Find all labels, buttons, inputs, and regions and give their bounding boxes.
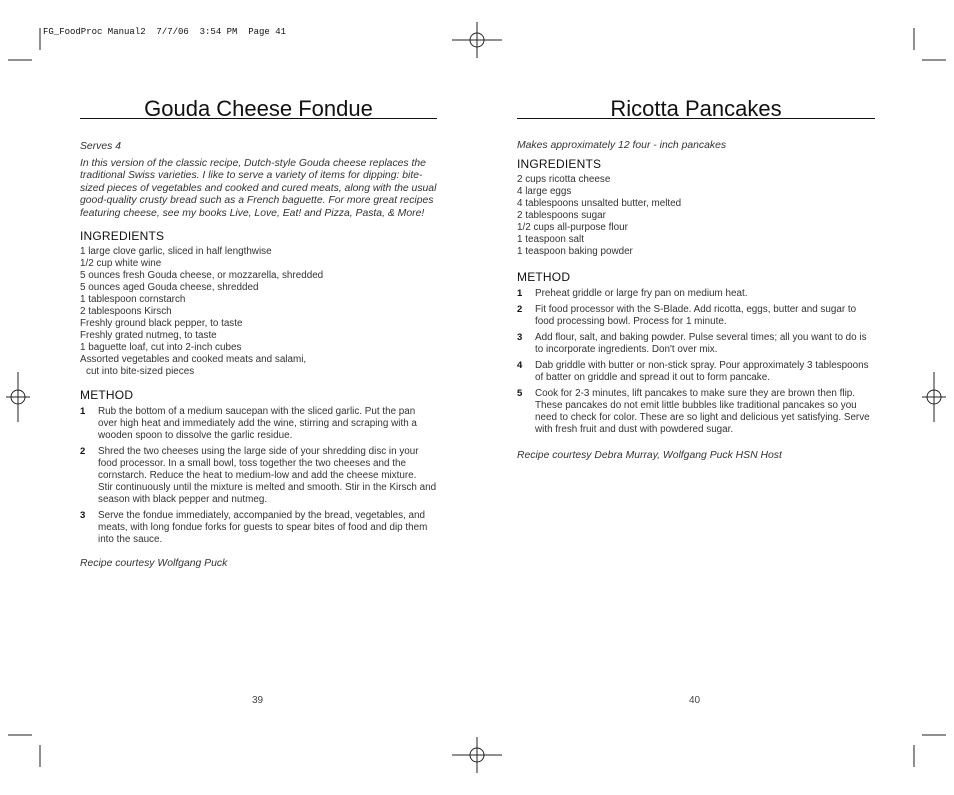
step-number: 1 [80,406,86,417]
method-step [517,332,875,356]
ingredients-heading: INGREDIENTS [80,229,165,243]
ingredient-item: Freshly ground black pepper, to taste [80,318,243,329]
serves-note: Serves 4 [80,141,122,152]
method-steps [517,288,875,436]
ingredient-item: 1 tablespoon cornstarch [80,294,186,305]
step-text: Rub the bottom of a medium saucepan with the sliced garlic. Put the pan over high heat and immediately add the wine, stirring and scraping with a wooden spoon to dissolve the garlic residue. [98,406,417,441]
recipe-credit: Recipe courtesy Debra Murray, Wolfgang Puck HSN Host [517,449,782,461]
step-text: Serve the fondue immediately, accompanied by the bread, vegetables, and meats, with long fondue forks for guests to spear bites of food and dip them into the sauce. [98,510,428,545]
recipe-title: Gouda Cheese Fondue [80,96,437,119]
ingredient-item: 5 ounces fresh Gouda cheese, or mozzarella, shredded [80,270,324,281]
method-step [517,304,875,328]
ingredient-item: 1 teaspoon salt [517,233,584,245]
ingredient-item: 1 large clove garlic, sliced in half lengthwise [80,246,272,257]
step-text: Dab griddle with butter or non-stick spray. Pour approximately 3 tablespoons of batter on griddle and spread it out to form pancake. [535,359,869,383]
method-step [517,388,875,436]
recipe-intro: In this version of the classic recipe, Dutch-style Gouda cheese replaces the traditional Swiss varieties. I like to serve a variety of items for dipping: bite-sized pieces of vegetables and cooked and cured meats, along with the usual good-quality crusty bread such as a French baguette. For more great recipes featuring cheese, see my books Live, Love, Eat! and Pizza, Pasta, & More! [80,157,437,219]
method-step [80,406,437,442]
ingredient-item: 2 tablespoons Kirsch [80,306,172,317]
ingredients-list [80,246,437,378]
step-number: 3 [80,510,86,521]
recipe-title: Ricotta Pancakes [517,96,875,119]
step-text: Fit food processor with the S-Blade. Add ricotta, eggs, butter and sugar to food processing bowl. Process for 1 minute. [535,303,857,327]
method-step [517,360,875,384]
yield-note: Makes approximately 12 four - inch pancakes [517,140,727,151]
step-number: 3 [517,331,523,343]
step-number: 2 [517,303,523,315]
method-step [80,510,437,546]
ingredient-item: Freshly grated nutmeg, to taste [80,330,217,341]
ingredient-item: 2 tablespoons sugar [517,209,606,221]
recipe-credit: Recipe courtesy Wolfgang Puck [80,558,228,569]
ingredient-item: 5 ounces aged Gouda cheese, shredded [80,282,259,293]
method-step [517,288,875,300]
ingredient-item: 4 tablespoons unsalted butter, melted [517,197,682,209]
step-text: Preheat griddle or large fry pan on medium heat. [535,287,748,299]
ingredient-item: cut into bite-sized pieces [86,366,195,377]
right-page [517,96,875,462]
ingredient-item: 1 teaspoon baking powder [517,245,633,257]
step-number: 1 [517,287,523,299]
ingredient-item: 1/2 cups all-purpose flour [517,221,628,233]
step-text: Shred the two cheeses using the large side of your shredding disc in your food processor. In a small bowl, toss together the two cheeses and the cornstarch. Reduce the heat to medium-low and add the cheese mixture. Stir continuously until the mixture is melted and smooth. Stir in the Kirsch and season with black pepper and nutmeg. [98,446,437,505]
ingredient-item: 1/2 cup white wine [80,258,162,269]
print-slug: FG_FoodProc Manual2 7/7/06 3:54 PM Page 41 [43,27,287,37]
step-text: Add flour, salt, and baking powder. Pulse several times; all you want to do is to incorporate ingredients. Don't over mix. [535,331,867,355]
left-page [80,96,437,571]
ingredient-item: Assorted vegetables and cooked meats and salami, [80,354,307,365]
ingredients-heading: INGREDIENTS [517,156,602,171]
step-text: Cook for 2-3 minutes, lift pancakes to make sure they are brown then flip. These pancakes do not emit little bubbles like traditional pancakes so you need to check for color. These are so light and delicious yet satisfying. Serve with fresh fruit and dust with powdered sugar. [535,387,870,435]
method-step [80,446,437,506]
page-number-left: 39 [252,695,264,706]
ingredient-item: 4 large eggs [517,185,572,197]
ingredient-item: 1 baguette loaf, cut into 2-inch cubes [80,342,242,353]
ingredients-list [517,174,875,258]
ingredient-item: 2 cups ricotta cheese [517,173,611,185]
page-number-right: 40 [689,695,701,706]
step-number: 4 [517,359,523,371]
method-heading: METHOD [517,269,571,284]
step-number: 2 [80,446,86,457]
method-steps [80,406,437,546]
step-number: 5 [517,387,523,399]
method-heading: METHOD [80,388,134,402]
